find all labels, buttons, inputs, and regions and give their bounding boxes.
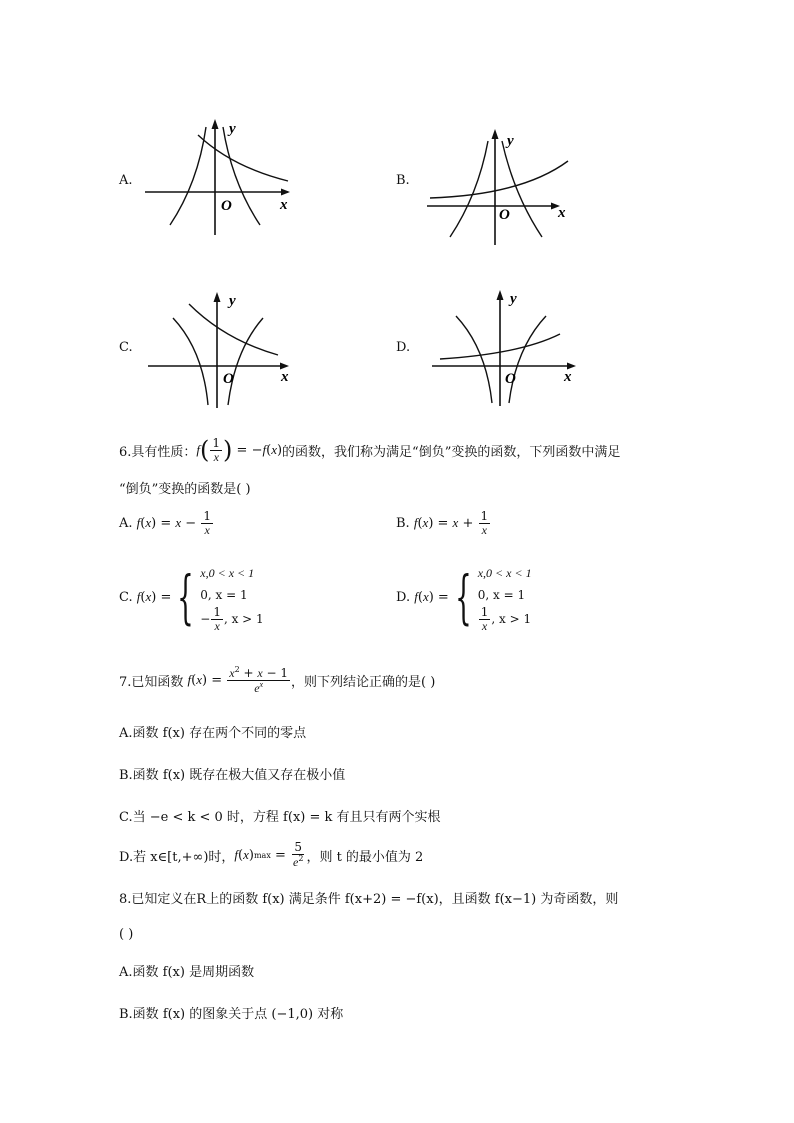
q7-stem-prefix: 7.已知函数: [119, 674, 184, 690]
q7-option-a[interactable]: A.函数 f(x) 存在两个不同的零点: [119, 726, 307, 741]
q7-option-d[interactable]: [119, 838, 423, 872]
q8-option-b[interactable]: B.函数 f(x) 的图象关于点 (−1,0) 对称: [119, 1007, 344, 1022]
q6-option-c-label: C.: [119, 589, 133, 605]
x-axis-label: x: [558, 205, 566, 221]
q6-option-b[interactable]: B. f ( x ) = x + $\frac{1}{x}$: [396, 508, 489, 537]
q7-option-b[interactable]: B.函数 f(x) 既存在极大值又存在极小值: [119, 768, 346, 783]
graph-label-c: C.: [119, 340, 133, 355]
y-axis-label: y: [507, 133, 514, 149]
q6-stem-prefix: 6.具有性质：: [119, 444, 197, 460]
q8-option-a[interactable]: A.函数 f(x) 是周期函数: [119, 965, 255, 980]
q6-d-case-1: x,0 < x < 1: [477, 565, 532, 580]
q6-c-case-1: x,0 < x < 1: [200, 565, 255, 580]
q7-option-c[interactable]: C.当 −e < k < 0 时，方程 f(x) = k 有且只有两个实根: [119, 810, 441, 825]
q7-function-formula: f ( x ) = $\frac{x^2 + x - 1}{e^x}$: [187, 664, 289, 695]
q6-stem-line2: “倒负”变换的函数是( ): [119, 482, 251, 497]
origin-label: O: [499, 207, 510, 223]
graph-label-d: D.: [396, 340, 411, 355]
y-axis-label: y: [229, 293, 236, 309]
q7-option-d-suffix: ，则 t 的最小值为 2: [306, 849, 424, 865]
x-axis-label: x: [281, 369, 289, 385]
graph-b: [422, 127, 582, 247]
graph-c: [145, 290, 300, 410]
q6-c-case-3: , x > 1: [223, 612, 264, 626]
graph-label-b: B.: [396, 173, 410, 188]
x-axis-label: x: [564, 369, 572, 385]
graph-label-a: A.: [119, 173, 133, 188]
q6-c-case-2: 0, x = 1: [200, 587, 248, 602]
q7-stem-suffix: ，则下列结论正确的是( ): [291, 674, 436, 690]
q6-stem-suffix: 的函数，我们称为满足“倒负”变换的函数，下列函数中满足: [282, 444, 621, 460]
y-axis-label: y: [510, 291, 517, 307]
origin-label: O: [223, 371, 234, 387]
q6-d-case-3: , x > 1: [491, 612, 532, 626]
q6-option-a[interactable]: A. f ( x ) = x − $\frac{1}{x}$: [119, 508, 211, 537]
q6-option-b-label: B.: [396, 515, 410, 531]
q8-blank: ( ): [119, 927, 134, 942]
graph-d: [430, 288, 585, 408]
q6-option-c[interactable]: C. f ( x ) = { x,0 < x < 1 0, x = 1 − $\frac{1}{x}$ , x > 1: [119, 563, 264, 633]
q6-option-d-label: D.: [396, 589, 411, 605]
graph-a: [140, 115, 300, 240]
y-axis-label: y: [229, 121, 236, 137]
q7-option-d-prefix: D.若 x∈[t,+∞)时，: [119, 849, 235, 865]
origin-label: O: [505, 371, 516, 387]
origin-label: O: [221, 198, 232, 214]
q8-stem: 8.已知定义在R上的函数 f(x) 满足条件 f(x+2) = −f(x)，且函数 f(x−1) 为奇函数，则: [119, 892, 619, 907]
q6-d-case-2: 0, x = 1: [477, 587, 526, 602]
x-axis-label: x: [280, 197, 288, 213]
q6-option-d[interactable]: D. f ( x ) = { x,0 < x < 1 0, x = 1 $\frac{1}{x}$ , x > 1: [396, 563, 532, 633]
q7-stem: [119, 660, 435, 700]
q7-max-formula: f ( x ) max = $\frac{5}{e^2}$: [234, 840, 304, 869]
q6-property-formula: f ( $\frac{1}{x}$ ) = − f ( x ): [196, 435, 283, 464]
q6-option-a-label: A.: [119, 515, 133, 531]
q6-stem: [119, 432, 620, 468]
